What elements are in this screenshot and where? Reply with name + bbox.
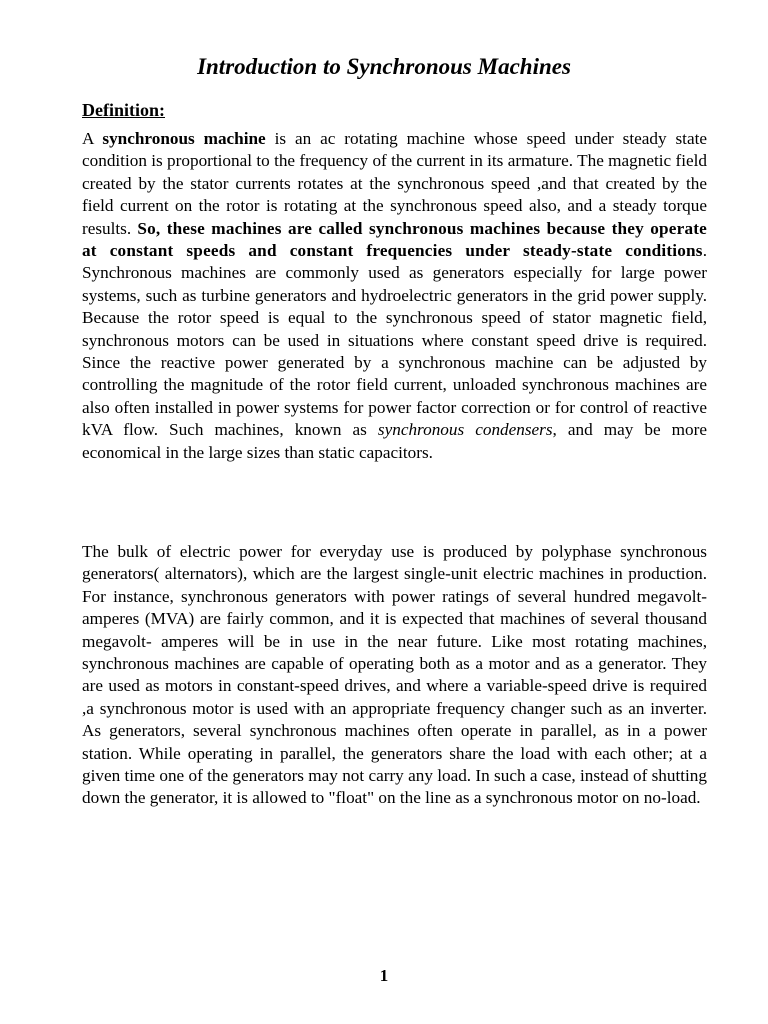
text-run: is an ac rotating machine whose speed under steady state condition is proportional to the frequency of the current in its armature. The magnetic field created by the stator currents rotates at the synchronous speed ,and that created by the field current on the rotor is rotating at the synchronous speed also, and a steady torque results. (82, 129, 707, 238)
term-italic: synchronous condensers (377, 420, 553, 440)
page-number: 1 (379, 966, 389, 985)
text-run: , and may be more economical in the large sizes than static capacitors. (82, 420, 707, 462)
emphasis-bold: So, these machines are called synchronous machines because they operate at constant speeds and constant frequencies under steady-state conditions (82, 218, 708, 261)
section-heading: Definition: (82, 100, 165, 120)
definition-paragraph (82, 128, 707, 464)
text-run: A (82, 129, 103, 148)
text-run: . Synchronous machines are commonly used as generators especially for large power systems, such as turbine generators and hydroelectric generators in the grid power supply. Because the rotor speed is equal to the synchronous speed of stator magnetic field, synchronous motors can be used in situations where constant speed drive is required. Since the reactive power generated by a synchronous machine can be adjusted by controlling the magnitude of the rotor field current, unloaded synchronous machines are also often installed in power systems for power factor correction or for control of reactive kVA flow. Such machines, known as (82, 241, 707, 440)
page-title: Introduction to Synchronous Machines (197, 54, 571, 79)
body-paragraph: The bulk of electric power for everyday use is produced by polyphase synchronous generators( alternators), which are the largest single-unit electric machines in production. For instance, synchronous generators with power ratings of several hundred megavolt-amperes (MVA) are fairly common, and it is expected that machines of several thousand megavolt- amperes will be in use in the near future. Like most rotating machines, synchronous machines are capable of operating both as a motor and as a generator. They are used as motors in constant-speed drives, and where a variable-speed drive is required ,a synchronous motor is used with an appropriate frequency changer such as an inverter. As generators, several synchronous machines often operate in parallel, as in a power station. While operating in parallel, the generators share the load with each other; at a given time one of the generators may not carry any load. In such a case, instead of shutting down the generator, it is allowed to "float" on the line as a synchronous motor on no-load. (82, 542, 707, 808)
term-bold: synchronous machine (102, 129, 266, 148)
